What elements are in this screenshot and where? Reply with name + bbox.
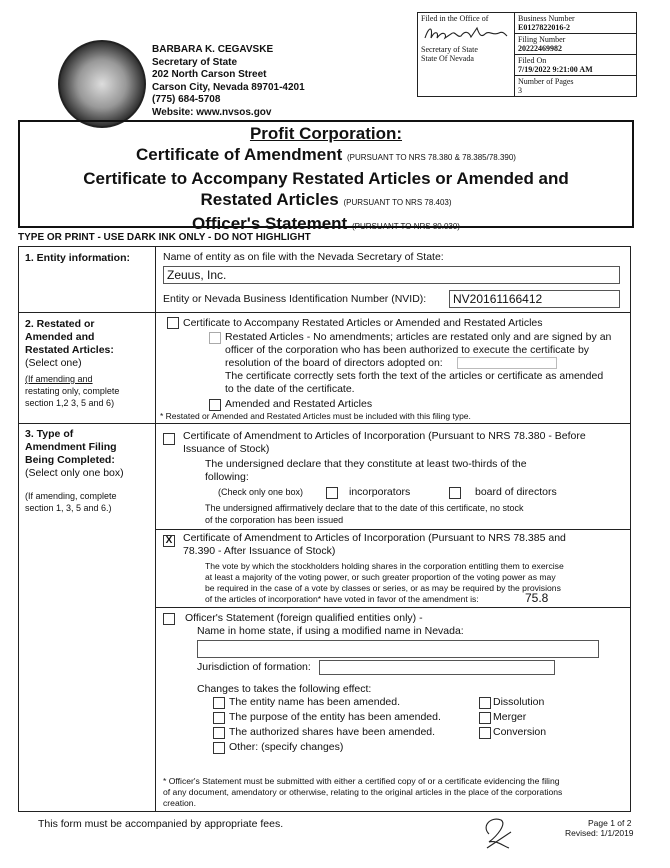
section2-note1: (If amending and bbox=[25, 374, 93, 384]
grid-sec3 bbox=[18, 423, 631, 424]
before-issuance-line2: Issuance of Stock) bbox=[183, 443, 270, 455]
grid-sec2 bbox=[18, 312, 631, 313]
vote-line1: The vote by which the stockholders holding shares in the corporation entitling them to exercise bbox=[205, 561, 564, 571]
vote-line4: of the articles of incorporation* have voted in favor of the amendment is: bbox=[205, 594, 479, 604]
title-line3: Certificate to Accompany Restated Articles or Amended and bbox=[83, 169, 569, 188]
merger-label: Merger bbox=[493, 711, 527, 723]
fees-note: This form must be accompanied by appropriate fees. bbox=[38, 818, 284, 830]
secretary-label: Secretary of State bbox=[421, 45, 478, 54]
grid-left bbox=[18, 246, 19, 812]
section2-footnote: * Restated or Amended and Restated Articles must be included with this filing type. bbox=[160, 411, 471, 421]
purpose-amended-checkbox[interactable] bbox=[213, 712, 225, 724]
form-title-box bbox=[18, 120, 634, 233]
name-amended-checkbox[interactable] bbox=[213, 697, 225, 709]
dissolution-checkbox[interactable] bbox=[479, 697, 491, 709]
filing-stamp bbox=[417, 12, 637, 97]
page-number: Page 1 of 2 bbox=[588, 818, 632, 828]
before-issuance-decl2: following: bbox=[205, 471, 249, 483]
title-line5: Officer's Statement bbox=[192, 214, 348, 233]
filing-number-label: Filing Number bbox=[518, 35, 566, 44]
after-issuance-line1: Certificate of Amendment to Articles of Incorporation (Pursuant to NRS 78.385 and bbox=[183, 532, 566, 544]
pages-label: Number of Pages bbox=[518, 77, 574, 86]
amended-restated-checkbox[interactable] bbox=[209, 399, 221, 411]
instruction: TYPE OR PRINT - USE DARK INK ONLY - DO NOT HIGHLIGHT bbox=[18, 232, 311, 243]
grid-sec3b bbox=[155, 529, 631, 530]
state-label: State Of Nevada bbox=[421, 54, 474, 63]
restated-only-line3: resolution of the board of directors adopted on: bbox=[225, 357, 443, 369]
section2-label3: Restated Articles: bbox=[25, 344, 114, 356]
conversion-checkbox[interactable] bbox=[479, 727, 491, 739]
title-line2: Certificate of Amendment bbox=[136, 145, 343, 164]
vote-percent[interactable]: 75.8 bbox=[525, 591, 549, 605]
restated-only-line4: The certificate correctly sets forth the text of the articles or certificate as amended bbox=[225, 370, 604, 382]
section2-note3: section 1,2 3, 5 and 6) bbox=[25, 398, 115, 408]
grid-sec3c bbox=[155, 607, 631, 608]
jurisdiction-label: Jurisdiction of formation: bbox=[197, 661, 311, 673]
before-issuance-line1: Certificate of Amendment to Articles of Incorporation (Pursuant to NRS 78.380 - Before bbox=[183, 430, 586, 442]
section3-label2: Amendment Filing bbox=[25, 441, 117, 453]
title-line5-note: (PURSUANT TO NRS 80.030) bbox=[351, 222, 460, 231]
section3-label3: Being Completed: bbox=[25, 454, 115, 466]
incorporators-label: incorporators bbox=[349, 486, 411, 498]
restated-only-checkbox[interactable] bbox=[209, 332, 221, 344]
business-number: E0127822016-2 bbox=[518, 23, 570, 32]
title-line4: Restated Articles bbox=[200, 190, 339, 209]
conversion-label: Conversion bbox=[493, 726, 547, 738]
officer-footnote3: creation. bbox=[163, 798, 196, 808]
vote-line3: be required in the case of a vote by classes or series, or as may be required by the provisions bbox=[205, 583, 561, 593]
section2-label2: Amended and bbox=[25, 331, 95, 343]
other-label: Other: (specify changes) bbox=[229, 741, 344, 753]
home-state-name-field[interactable] bbox=[197, 640, 599, 658]
secretary-title: Secretary of State bbox=[152, 56, 238, 68]
purpose-amended-label: The purpose of the entity has been amended. bbox=[229, 711, 441, 723]
restated-only-line1: Restated Articles - No amendments; articles are restated only and are signed by an bbox=[225, 331, 612, 343]
filed-on: 7/19/2022 9:21:00 AM bbox=[518, 65, 593, 74]
merger-checkbox[interactable] bbox=[479, 712, 491, 724]
grid-right bbox=[630, 246, 631, 812]
revised-date: Revised: 1/1/2019 bbox=[565, 828, 634, 838]
section2-note2: restating only, complete bbox=[25, 386, 120, 396]
initials-icon bbox=[475, 812, 515, 852]
pages-count: 3 bbox=[518, 86, 522, 95]
after-issuance-line2: 78.390 - After Issuance of Stock) bbox=[183, 545, 336, 557]
other-checkbox[interactable] bbox=[213, 742, 225, 754]
jurisdiction-field[interactable] bbox=[319, 660, 555, 675]
officer-footnote1: * Officer's Statement must be submitted with either a certified copy of or a certificate evidencing the filing bbox=[163, 776, 560, 786]
section3-note1: (If amending, complete bbox=[25, 491, 117, 501]
shares-amended-checkbox[interactable] bbox=[213, 727, 225, 739]
title-line1: Profit Corporation: bbox=[249, 124, 403, 143]
nvid-label: Entity or Nevada Business Identification Number (NVID): bbox=[163, 293, 427, 305]
restated-only-line2: officer of the corporation who has been authorized to execute the certificate by bbox=[225, 344, 590, 356]
section3-label4: (Select only one box) bbox=[25, 467, 124, 479]
shares-amended-label: The authorized shares have been amended. bbox=[229, 726, 436, 738]
affirm-line1: The undersigned affirmatively declare that to the date of this certificate, no stock bbox=[205, 503, 524, 513]
officers-statement-line1: Officer's Statement (foreign qualified entities only) - bbox=[185, 612, 423, 624]
board-label: board of directors bbox=[475, 486, 557, 498]
incorporators-checkbox[interactable] bbox=[326, 487, 338, 499]
section3-note2: section 1, 3, 5 and 6.) bbox=[25, 503, 112, 513]
address-line1: 202 North Carson Street bbox=[152, 69, 267, 80]
officer-footnote2: of any document, amendatory or otherwise, relating to the original articles in the place of the corporations bbox=[163, 787, 563, 797]
section1-label: 1. Entity information: bbox=[25, 252, 130, 264]
dissolution-label: Dissolution bbox=[493, 696, 545, 708]
grid-bottom bbox=[18, 811, 631, 812]
board-checkbox[interactable] bbox=[449, 487, 461, 499]
amended-restated-label: Amended and Restated Articles bbox=[225, 398, 373, 410]
filed-on-label: Filed On bbox=[518, 56, 547, 65]
restated-checkbox[interactable] bbox=[167, 317, 179, 329]
state-seal bbox=[58, 40, 146, 128]
vote-line2: at least a majority of the voting power, or such greater proportion of the voting power as may bbox=[205, 572, 556, 582]
officers-statement-checkbox[interactable] bbox=[163, 613, 175, 625]
signature-icon bbox=[421, 24, 509, 44]
secretary-name: BARBARA K. CEGAVSKE bbox=[152, 44, 274, 55]
grid-top bbox=[18, 246, 631, 247]
filed-in-label: Filed in the Office of bbox=[421, 14, 489, 23]
section2-label1: 2. Restated or bbox=[25, 318, 95, 330]
phone: (775) 684-5708 bbox=[152, 94, 221, 105]
section2-label4: (Select one) bbox=[25, 357, 82, 369]
name-amended-label: The entity name has been amended. bbox=[229, 696, 401, 708]
officers-statement-line2: Name in home state, if using a modified name in Nevada: bbox=[197, 625, 464, 637]
address-line2: Carson City, Nevada 89701-4201 bbox=[152, 81, 305, 93]
section3-label1: 3. Type of bbox=[25, 428, 74, 440]
secretary-header bbox=[152, 44, 305, 119]
resolution-date-field[interactable] bbox=[457, 357, 557, 369]
changes-label: Changes to takes the following effect: bbox=[197, 683, 372, 695]
entity-name-field[interactable]: Zeuus, Inc. bbox=[163, 266, 620, 284]
grid-mid bbox=[155, 246, 156, 812]
business-number-label: Business Number bbox=[518, 14, 575, 23]
website: Website: www.nvsos.gov bbox=[152, 106, 272, 118]
after-issuance-checkbox[interactable]: X bbox=[163, 535, 175, 547]
title-line4-note: (PURSUANT TO NRS 78.403) bbox=[343, 198, 452, 207]
affirm-line2: of the corporation has been issued bbox=[205, 515, 344, 525]
nvid-field[interactable]: NV20161166412 bbox=[449, 290, 620, 308]
entity-name-label: Name of entity as on file with the Nevada Secretary of State: bbox=[163, 251, 444, 263]
title-line2-note: (PURSUANT TO NRS 78.380 & 78.385/78.390) bbox=[346, 153, 516, 162]
restated-option-label: Certificate to Accompany Restated Articles or Amended and Restated Articles bbox=[183, 317, 543, 329]
filing-number: 20222469982 bbox=[518, 44, 562, 53]
check-one-label: (Check only one box) bbox=[218, 487, 304, 497]
before-issuance-checkbox[interactable] bbox=[163, 433, 175, 445]
before-issuance-decl1: The undersigned declare that they constitute at least two-thirds of the bbox=[205, 458, 527, 470]
restated-only-line5: to the date of the certificate. bbox=[225, 383, 355, 395]
